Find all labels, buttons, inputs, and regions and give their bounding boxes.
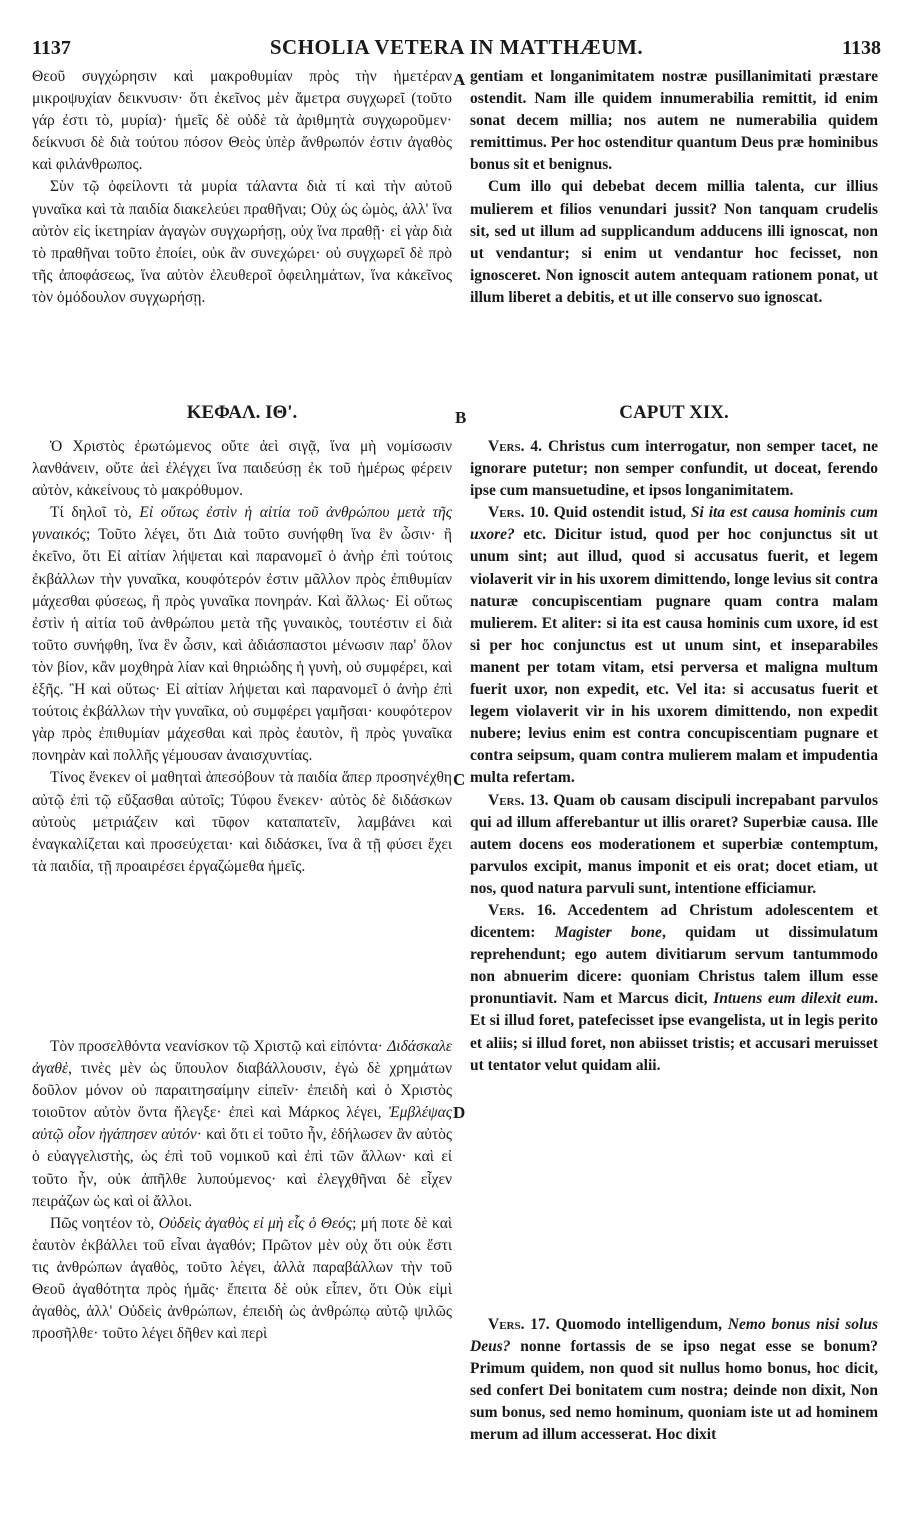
latin-block-1 bbox=[470, 66, 878, 309]
verse-label: Vers. 13. bbox=[488, 791, 549, 809]
text-run: Τί δηλοῖ τὸ, bbox=[50, 504, 140, 522]
section-marker-c: C bbox=[453, 770, 466, 789]
scripture-quote: Intuens eum dilexit eum bbox=[713, 990, 875, 1008]
greek-paragraph bbox=[32, 502, 452, 767]
scripture-quote: Εἰ οὕτως ἐστὶν ἡ αἰτία τοῦ ἀνθρώπου μετὰ τῆς γυναικός bbox=[32, 504, 452, 544]
verse-label: Vers. 17. bbox=[488, 1316, 550, 1333]
verse-label: Vers. 4. bbox=[488, 438, 543, 455]
text-run: ; μή ποτε δὲ καὶ ἑαυτὸν ἐκβάλλει τοῦ εἶναι ἀγαθόν; Πρῶτον μὲν οὐχ ὅτι οὐκ ἔστι τις ἀνθρώπων ἀγαθὸς, τοῦτο λέγει, ἀλλὰ παραβάλλων τὴν τοῦ Θεοῦ ἀγαθότητα πρὸς ἡμᾶς· ἔπειτα δὲ οὐκ εἶπεν, ὅτι Οὐκ εἰμὶ ἀγαθὸς, ἀλλ' Οὐδεὶς ἀνθρώπων, ἐπειδὴ ὡς ἀνθρώπῳ αὐτῷ ψιλῶς προσῆλθε· τοῦτο λέγει δῆθεν καὶ περὶ bbox=[32, 1214, 452, 1343]
text-run: Πῶς νοητέον τὸ, bbox=[50, 1214, 159, 1232]
latin-block-2 bbox=[470, 436, 878, 1077]
text-run: Christus cum interrogatur, non semper tacet, ne ignorare putetur; non semper confundit, ut doceat, ferendo ipse cum mansuetudine, et ipsos longanimitatem. bbox=[470, 438, 878, 500]
verse-label: Vers. 10. bbox=[488, 504, 549, 522]
scripture-quote: Διδάσκαλε ἀγαθὲ bbox=[32, 1038, 452, 1078]
text-run: , quidam ut dissimulatum reprehendunt; ego autem divitiarum servum tantummodo non abnuerim dicere: quoniam Christus talem illum esse pronuntiavit. Nam et Marcus dicit, bbox=[470, 924, 878, 1008]
latin-paragraph bbox=[470, 436, 878, 502]
text-run: Quid ostendit istud, bbox=[548, 504, 691, 522]
page-number-left: 1137 bbox=[32, 37, 71, 59]
text-run: nonne fortassis de se ipso negat esse se bonum? Primum quidem, non quod sit nullus homo bonus, hoc dicit, sed confert Dei bonitatem cum nostra; deinde non dixit, Non sum bonus, sed nemo hominum, quoniam iste ut ad hominem merum ad illum accesserat. Hoc dixit bbox=[470, 1338, 878, 1444]
greek-chapter-heading: ΚΕΦΑΛ. ΙΘ'. bbox=[186, 402, 298, 423]
latin-paragraph: gentiam et longanimitatem nostræ pusillanimitati præstare ostendit. Nam ille quidem innumerabilia remittit, id enim sonat decem millia; nos autem ne numerabilia quidem remittimus. Per hoc ostenditur quantum Deus præ hominibus bonus sit et benignus. bbox=[470, 68, 878, 174]
latin-paragraph: Cum illo qui debebat decem millia talenta, cur illius mulierem et filios venundari jussit? Non tanquam crudelis sit, sed ut illum ad supplicandum adducens illi ignoscat, non ut vendantur; si enim ut vendantur hoc fecisset, non ignosceret. Non ignoscit autem antequam rationem ponat, ut illum liberet a debitis, et ut ille conservo suo ignoscat. bbox=[470, 178, 878, 306]
greek-block-2 bbox=[32, 436, 452, 878]
latin-paragraph bbox=[470, 502, 878, 789]
text-run: · καὶ ὅτι εἰ τοῦτο ἦν, ἐδήλωσεν ἂν αὐτὸς ὁ εὐαγγελιστὴς, ὡς ἐπὶ τοῦ νομικοῦ καὶ ἐπὶ τῶν ἄλλων· καὶ εἰ τοῦτο ἦν, οὐκ ἀπῆλθε λυπούμενος· καὶ ἐλεγχθῆναι δὲ εἶχεν πειράζων ὡς καὶ οἱ ἄλλοι. bbox=[32, 1126, 453, 1210]
section-marker-a: A bbox=[453, 70, 466, 89]
latin-chapter-heading: CAPUT XIX. bbox=[619, 402, 729, 423]
text-run: Accedentem ad Christum adolescentem et dicentem: bbox=[470, 901, 879, 942]
text-run: Τὸν προσελθόντα νεανίσκον τῷ Χριστῷ καὶ εἰπόντα· bbox=[50, 1038, 388, 1055]
scripture-quote: Si ita est causa hominis cum uxore? bbox=[470, 504, 878, 544]
text-run: Quomodo intelligendum, bbox=[549, 1316, 728, 1333]
text-run: etc. Dicitur istud, quod per hoc conjunctus sit ut unum sint; aut illud, quod si accusatus fuerit, et legem violaverit vir in his uxorem dimittendo, longe levius sit contra naturæ concupiscentiam pugnare quam contra malam mulierem. Et aliter: si ita est causa hominis cum uxore, id est si per hoc conjunctus est ut unum sint, et inseparabiles manent per totam vitam, etsi perversa et maligna multum fuerit uxor, non expedit, etc. Vel ita: si accusatus fuerit et legem violaverit vir in his uxorem dimittendo, non expedit nubere; levius enim est contra concupiscentiam pugnare et contra seipsum, quam contra mulierem malam et impudentia multa refertam. bbox=[470, 526, 878, 787]
greek-block-1 bbox=[32, 66, 452, 309]
latin-paragraph bbox=[470, 1314, 878, 1447]
greek-paragraph bbox=[32, 1213, 452, 1346]
section-marker-d: D bbox=[453, 1103, 466, 1122]
scripture-quote: Οὐδεὶς ἀγαθὸς εἰ μὴ εἷς ὁ Θεός bbox=[158, 1214, 353, 1232]
running-title: SCHOLIA VETERA IN MATTHÆUM. bbox=[269, 35, 644, 59]
latin-block-3 bbox=[470, 1314, 878, 1447]
verse-label: Vers. 16. bbox=[488, 901, 557, 919]
scripture-quote: Ἐμβλέψας αὐτῷ οἷον ἠγάπησεν αὐτόν bbox=[32, 1104, 452, 1144]
greek-paragraph: Ὁ Χριστὸς ἐρωτώμενος οὔτε ἀεὶ σιγᾷ, ἵνα μὴ νομίσωσιν λανθάνειν, οὔτε ἀεὶ ἐλέγχει ἵνα παιδεύσῃ ἐκ τοῦ ἡμέρως φέρειν αὐτὸν, κἀκείνους τὸ μακρόθυμον. bbox=[32, 438, 452, 500]
greek-paragraph: Σὺν τῷ ὀφείλοντι τὰ μυρία τάλαντα διὰ τί καὶ τὴν αὐτοῦ γυναῖκα καὶ τὰ παιδία διακελεύει πραθῆναι; Οὐχ ὡς ὠμὸς, ἀλλ' ἵνα αὐτὸν εἰς ἱκετηρίαν ἀγαγὼν συγχωρήσῃ, οὐχ ἵνα πραθῇ· εἰ γὰρ διὰ τὸ πραθῆναι τοῦτο ἐποίει, οὐκ ἂν συνεχώρει· οὐ συγχωρεῖ δὲ πρὸ τῆς ἀποφάσεως, ἵνα αὐτὸν ἐλευθεροῖ ὀφειλημάτων, ἵνα κἀκεῖνος τὸν ὁμόδουλον συγχωρήσῃ. bbox=[32, 178, 452, 306]
running-header bbox=[32, 32, 881, 60]
greek-paragraph bbox=[32, 1036, 452, 1213]
greek-paragraph: Τίνος ἕνεκεν οἱ μαθηταὶ ἀπεσόβουν τὰ παιδία ἅπερ προσηνέχθη αὐτῷ ἐπὶ τῷ εὔξασθαι αὐτοῖς; Τύφου ἕνεκεν· αὐτὸς δὲ διδάσκων αὐτοὺς μετριάζειν καὶ τῦφον καταπατεῖν, λαμβάνει καὶ ἐναγκαλίζεται καὶ προσεύχεται· καὶ διδάσκει, ἵνα ἃ τῇ φύσει ἔχει τὰ παιδία, τῇ προαιρέσει ἐργαζώμεθα ἡμεῖς. bbox=[32, 769, 452, 875]
text-run: Quam ob causam discipuli increpabant parvulos qui ad illum afferebantur ut illis oraret? Superbiæ causa. Ille autem docens eos moderationem et superbiæ contemptum, parvulos excipit, manus imponit et eis orat; docet etiam, ut nos, quod natura parvuli sunt, intentione efficiamur. bbox=[470, 791, 879, 897]
greek-paragraph: Θεοῦ συγχώρησιν καὶ μακροθυμίαν πρὸς τὴν ἡμετέραν μικροψυχίαν δεικνυσιν· ὅτι ἐκεῖνος μὲν ἄμετρα συγχωρεῖ (τοῦτο γάρ ἐστι τὸ, μυρία)· ἡμεῖς δὲ οὐδὲ τὰ ἀριθμητὰ συγχωροῦμεν· δείκνυσι δὲ διὰ τούτου πόσον Θεὸς ὑπὲρ ἄνθρωπόν ἐστιν ἀγαθὸς καὶ φιλάνθρωπος. bbox=[32, 68, 452, 174]
text-run: , τινὲς μὲν ὡς ὕπουλον διαβάλλουσιν, ἐγὼ δὲ χρημάτων δοῦλον μόνον οὐ παραιτησαίμην εἰπεῖν· ἐπειδὴ καὶ ὁ Χριστὸς τοιοῦτον αὐτὸν ὄντα ἤλεγξε· ἐπεὶ καὶ Μάρκος λέγει, bbox=[32, 1060, 452, 1122]
text-run: ; Τοῦτο λέγει, ὅτι Διὰ τοῦτο συνήφθη ἵνα ἓν ὦσιν· ἢ ἐκεῖνο, ὅτι Εἰ αἰτίαν λήψεται καὶ παρανομεῖ ὁ ἀνὴρ ἐπὶ τούτοις ἐκβάλλων τὴν γυναῖκα, κουφότερόν ἐστιν μᾶλλον πρὸς ἐπιθυμίαν μάχεσθαι φύσεως, ἢ πρὸς γυναῖκα πονηράν. Καὶ ἄλλως· Εἰ οὕτως ἐστὶν ἡ αἰτία τοῦ ἀνθρώπου μετὰ τῆς γυναικὸς, τουτέστιν εἰ διὰ τοῦτο συνήφθη, ἵνα ἓν ὦσιν, καὶ ἀδιάσπαστοι μένωσιν παρ' ὅλον τὸν βίον, κἂν μοχθηρὰ λίαν καὶ θηριώδης ἡ γυνὴ, οὐ συμφέρει, καὶ ἑξῆς. Ἢ καὶ οὕτως· Εἰ αἰτίαν λήψεται καὶ παρανομεῖ ὁ ἀνὴρ ἐπὶ τούτοις ἐκβάλλων τὴν γυναῖκα, οὐ συμφέρει γαμῆσαι· κουφότερον γὰρ πρὸς ἐπιθυμίαν μάχεσθαι καὶ πρὸς ἑαυτὸν, ἢ πρὸς γυναῖκα πονηρὰν καὶ πολλῆς γέμουσαν ἀναισχυντίας. bbox=[32, 526, 452, 765]
scripture-quote: Nemo bonus nisi solus Deus? bbox=[470, 1316, 878, 1356]
latin-paragraph bbox=[470, 900, 878, 1077]
scripture-quote: Magister bone bbox=[554, 924, 662, 942]
section-marker-b: B bbox=[455, 408, 467, 427]
text-run: . Et si illud foret, patefecisset ipse evangelista, ut in legis perito et aliis; si illud foret, non abiisset tristis; et accusari meruisset ut tentator velut quidam alii. bbox=[470, 990, 878, 1074]
greek-block-3 bbox=[32, 1036, 452, 1345]
page-number-right: 1138 bbox=[842, 37, 881, 59]
latin-paragraph bbox=[470, 790, 878, 900]
